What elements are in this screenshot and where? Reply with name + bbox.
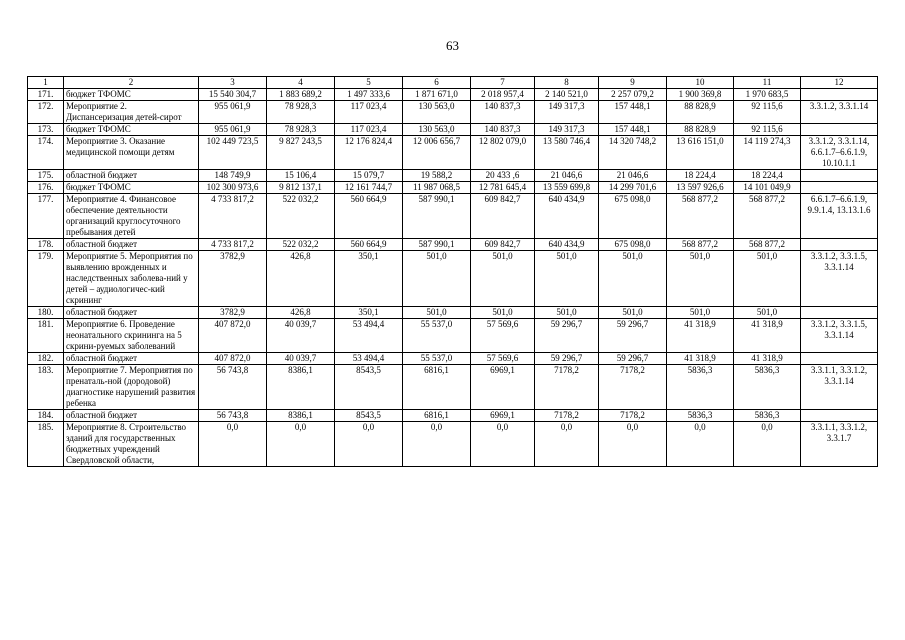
row-number: 177.	[28, 194, 64, 239]
column-header: 6	[403, 77, 471, 89]
table-row	[28, 319, 878, 353]
value-cell: 675 098,0	[599, 194, 667, 239]
row-description: бюджет ТФОМС	[64, 89, 199, 101]
value-cell: 12 781 645,4	[471, 182, 535, 194]
value-cell: 57 569,6	[471, 353, 535, 365]
value-cell: 609 842,7	[471, 239, 535, 251]
value-cell: 55 537,0	[403, 353, 471, 365]
target-codes	[801, 89, 878, 101]
value-cell: 407 872,0	[199, 319, 267, 353]
table-row	[28, 251, 878, 307]
value-cell: 21 046,6	[535, 170, 599, 182]
value-cell: 407 872,0	[199, 353, 267, 365]
target-codes	[801, 353, 878, 365]
table-row	[28, 307, 878, 319]
value-cell: 19 588,2	[403, 170, 471, 182]
value-cell: 0,0	[403, 422, 471, 467]
value-cell: 13 616 151,0	[667, 136, 734, 170]
value-cell: 0,0	[734, 422, 801, 467]
table-row	[28, 239, 878, 251]
value-cell: 14 320 748,2	[599, 136, 667, 170]
row-description: бюджет ТФОМС	[64, 182, 199, 194]
value-cell: 149 317,3	[535, 124, 599, 136]
column-header: 1	[28, 77, 64, 89]
table-row	[28, 353, 878, 365]
value-cell: 11 987 068,5	[403, 182, 471, 194]
value-cell: 57 569,6	[471, 319, 535, 353]
value-cell: 7178,2	[599, 410, 667, 422]
column-header: 4	[267, 77, 335, 89]
value-cell: 157 448,1	[599, 101, 667, 124]
value-cell: 4 733 817,2	[199, 194, 267, 239]
value-cell: 0,0	[199, 422, 267, 467]
value-cell: 59 296,7	[599, 319, 667, 353]
value-cell: 568 877,2	[734, 239, 801, 251]
value-cell: 568 877,2	[667, 194, 734, 239]
target-codes	[801, 170, 878, 182]
value-cell: 53 494,4	[335, 319, 403, 353]
value-cell: 40 039,7	[267, 319, 335, 353]
value-cell: 1 883 689,2	[267, 89, 335, 101]
value-cell: 130 563,0	[403, 124, 471, 136]
value-cell: 587 990,1	[403, 194, 471, 239]
value-cell: 6969,1	[471, 410, 535, 422]
value-cell: 675 098,0	[599, 239, 667, 251]
value-cell: 501,0	[734, 251, 801, 307]
value-cell: 53 494,4	[335, 353, 403, 365]
row-description: Мероприятие 3. Оказание медицинской помощи детям	[64, 136, 199, 170]
value-cell: 4 733 817,2	[199, 239, 267, 251]
value-cell: 3782,9	[199, 307, 267, 319]
value-cell: 501,0	[667, 307, 734, 319]
value-cell: 92 115,6	[734, 124, 801, 136]
target-codes: 3.3.1.1, 3.3.1.2, 3.3.1.7	[801, 422, 878, 467]
row-description: Мероприятие 5. Мероприятия по выявлению врожденных и наследственных заболева-ний у детей – аудиологичес-кий скрининг	[64, 251, 199, 307]
value-cell: 14 299 701,6	[599, 182, 667, 194]
table-row	[28, 170, 878, 182]
value-cell: 56 743,8	[199, 410, 267, 422]
target-codes: 3.3.1.2, 3.3.1.5, 3.3.1.14	[801, 319, 878, 353]
target-codes	[801, 182, 878, 194]
value-cell: 501,0	[471, 251, 535, 307]
value-cell: 8543,5	[335, 365, 403, 410]
value-cell: 40 039,7	[267, 353, 335, 365]
table-row	[28, 365, 878, 410]
row-description: Мероприятие 2. Диспансеризация детей-сирот	[64, 101, 199, 124]
row-number: 183.	[28, 365, 64, 410]
row-description: Мероприятие 8. Строительство зданий для государственных бюджетных учреждений Свердловской области,	[64, 422, 199, 467]
value-cell: 350,1	[335, 307, 403, 319]
value-cell: 140 837,3	[471, 124, 535, 136]
value-cell: 8386,1	[267, 410, 335, 422]
value-cell: 609 842,7	[471, 194, 535, 239]
row-number: 174.	[28, 136, 64, 170]
value-cell: 78 928,3	[267, 124, 335, 136]
table-row	[28, 422, 878, 467]
value-cell: 0,0	[267, 422, 335, 467]
value-cell: 6816,1	[403, 410, 471, 422]
value-cell: 157 448,1	[599, 124, 667, 136]
value-cell: 501,0	[599, 307, 667, 319]
value-cell: 955 061,9	[199, 124, 267, 136]
value-cell: 18 224,4	[734, 170, 801, 182]
target-codes: 6.6.1.7–6.6.1.9, 9.9.1.4, 13.13.1.6	[801, 194, 878, 239]
value-cell: 13 597 926,6	[667, 182, 734, 194]
value-cell: 13 559 699,8	[535, 182, 599, 194]
row-description: областной бюджет	[64, 239, 199, 251]
value-cell: 2 257 079,2	[599, 89, 667, 101]
row-description: областной бюджет	[64, 307, 199, 319]
row-description: областной бюджет	[64, 170, 199, 182]
value-cell: 640 434,9	[535, 239, 599, 251]
value-cell: 41 318,9	[667, 353, 734, 365]
target-codes	[801, 124, 878, 136]
table-row	[28, 124, 878, 136]
value-cell: 5836,3	[734, 410, 801, 422]
value-cell: 1 970 683,5	[734, 89, 801, 101]
value-cell: 6969,1	[471, 365, 535, 410]
row-description: областной бюджет	[64, 410, 199, 422]
page-number: 63	[446, 38, 459, 53]
column-header: 9	[599, 77, 667, 89]
target-codes: 3.3.1.1, 3.3.1.2, 3.3.1.14	[801, 365, 878, 410]
value-cell: 21 046,6	[599, 170, 667, 182]
value-cell: 5836,3	[667, 365, 734, 410]
value-cell: 522 032,2	[267, 194, 335, 239]
column-header: 3	[199, 77, 267, 89]
row-description: Мероприятие 6. Проведение неонатального скрининга на 5 скрини-руемых заболеваний	[64, 319, 199, 353]
column-header: 11	[734, 77, 801, 89]
target-codes: 3.3.1.2, 3.3.1.14	[801, 101, 878, 124]
row-description: областной бюджет	[64, 353, 199, 365]
table-row	[28, 194, 878, 239]
target-codes	[801, 410, 878, 422]
value-cell: 12 161 744,7	[335, 182, 403, 194]
column-header: 5	[335, 77, 403, 89]
value-cell: 3782,9	[199, 251, 267, 307]
value-cell: 501,0	[535, 251, 599, 307]
column-header: 7	[471, 77, 535, 89]
value-cell: 0,0	[667, 422, 734, 467]
value-cell: 15 540 304,7	[199, 89, 267, 101]
value-cell: 14 101 049,9	[734, 182, 801, 194]
value-cell: 501,0	[734, 307, 801, 319]
row-number: 185.	[28, 422, 64, 467]
value-cell: 117 023,4	[335, 124, 403, 136]
value-cell: 88 828,9	[667, 101, 734, 124]
table-body	[28, 77, 878, 467]
value-cell: 14 119 274,3	[734, 136, 801, 170]
value-cell: 0,0	[335, 422, 403, 467]
value-cell: 1 871 671,0	[403, 89, 471, 101]
value-cell: 426,8	[267, 251, 335, 307]
value-cell: 587 990,1	[403, 239, 471, 251]
value-cell: 560 664,9	[335, 194, 403, 239]
value-cell: 55 537,0	[403, 319, 471, 353]
value-cell: 140 837,3	[471, 101, 535, 124]
value-cell: 92 115,6	[734, 101, 801, 124]
target-codes	[801, 239, 878, 251]
value-cell: 5836,3	[667, 410, 734, 422]
value-cell: 9 827 243,5	[267, 136, 335, 170]
value-cell: 501,0	[599, 251, 667, 307]
value-cell: 2 140 521,0	[535, 89, 599, 101]
row-description: Мероприятие 4. Финансовое обеспечение деятельности организаций круглосуточного пребывания детей	[64, 194, 199, 239]
value-cell: 12 006 656,7	[403, 136, 471, 170]
value-cell: 6816,1	[403, 365, 471, 410]
column-header: 12	[801, 77, 878, 89]
value-cell: 8543,5	[335, 410, 403, 422]
value-cell: 522 032,2	[267, 239, 335, 251]
value-cell: 78 928,3	[267, 101, 335, 124]
value-cell: 560 664,9	[335, 239, 403, 251]
row-number: 180.	[28, 307, 64, 319]
value-cell: 102 449 723,5	[199, 136, 267, 170]
value-cell: 59 296,7	[535, 353, 599, 365]
value-cell: 568 877,2	[734, 194, 801, 239]
value-cell: 0,0	[471, 422, 535, 467]
value-cell: 12 802 079,0	[471, 136, 535, 170]
value-cell: 640 434,9	[535, 194, 599, 239]
row-number: 179.	[28, 251, 64, 307]
value-cell: 5836,3	[734, 365, 801, 410]
row-number: 173.	[28, 124, 64, 136]
value-cell: 117 023,4	[335, 101, 403, 124]
value-cell: 15 106,4	[267, 170, 335, 182]
value-cell: 955 061,9	[199, 101, 267, 124]
target-codes	[801, 307, 878, 319]
column-header: 2	[64, 77, 199, 89]
table-row	[28, 136, 878, 170]
value-cell: 7178,2	[535, 410, 599, 422]
value-cell: 501,0	[667, 251, 734, 307]
value-cell: 7178,2	[599, 365, 667, 410]
row-number: 171.	[28, 89, 64, 101]
column-header: 10	[667, 77, 734, 89]
value-cell: 7178,2	[535, 365, 599, 410]
target-codes: 3.3.1.2, 3.3.1.14, 6.6.1.7–6.6.1.9, 10.10.1.1	[801, 136, 878, 170]
value-cell: 130 563,0	[403, 101, 471, 124]
table-row	[28, 410, 878, 422]
value-cell: 41 318,9	[667, 319, 734, 353]
value-cell: 149 317,3	[535, 101, 599, 124]
column-header: 8	[535, 77, 599, 89]
value-cell: 88 828,9	[667, 124, 734, 136]
table-header-row	[28, 77, 878, 89]
value-cell: 1 497 333,6	[335, 89, 403, 101]
value-cell: 426,8	[267, 307, 335, 319]
table-row	[28, 182, 878, 194]
value-cell: 12 176 824,4	[335, 136, 403, 170]
value-cell: 13 580 746,4	[535, 136, 599, 170]
row-number: 175.	[28, 170, 64, 182]
row-number: 181.	[28, 319, 64, 353]
value-cell: 41 318,9	[734, 319, 801, 353]
value-cell: 56 743,8	[199, 365, 267, 410]
row-number: 178.	[28, 239, 64, 251]
value-cell: 59 296,7	[599, 353, 667, 365]
row-number: 182.	[28, 353, 64, 365]
table-row	[28, 89, 878, 101]
value-cell: 15 079,7	[335, 170, 403, 182]
value-cell: 9 812 137,1	[267, 182, 335, 194]
value-cell: 501,0	[403, 307, 471, 319]
value-cell: 148 749,9	[199, 170, 267, 182]
target-codes: 3.3.1.2, 3.3.1.5, 3.3.1.14	[801, 251, 878, 307]
value-cell: 501,0	[403, 251, 471, 307]
value-cell: 102 300 973,6	[199, 182, 267, 194]
value-cell: 20 433 ,6	[471, 170, 535, 182]
row-description: Мероприятие 7. Мероприятия по пренаталь-ной (дородовой) диагностике нарушений развития ребенка	[64, 365, 199, 410]
value-cell: 568 877,2	[667, 239, 734, 251]
value-cell: 350,1	[335, 251, 403, 307]
value-cell: 41 318,9	[734, 353, 801, 365]
value-cell: 501,0	[535, 307, 599, 319]
table-row	[28, 101, 878, 124]
value-cell: 59 296,7	[535, 319, 599, 353]
value-cell: 1 900 369,8	[667, 89, 734, 101]
row-number: 172.	[28, 101, 64, 124]
value-cell: 2 018 957,4	[471, 89, 535, 101]
value-cell: 0,0	[535, 422, 599, 467]
row-number: 176.	[28, 182, 64, 194]
value-cell: 18 224,4	[667, 170, 734, 182]
value-cell: 501,0	[471, 307, 535, 319]
value-cell: 8386,1	[267, 365, 335, 410]
row-description: бюджет ТФОМС	[64, 124, 199, 136]
budget-table	[27, 76, 878, 467]
row-number: 184.	[28, 410, 64, 422]
value-cell: 0,0	[599, 422, 667, 467]
